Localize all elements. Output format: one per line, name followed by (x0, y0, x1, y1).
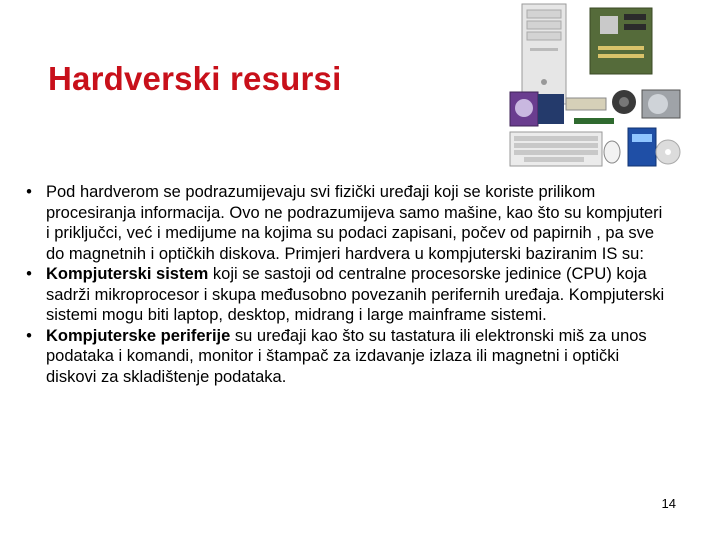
bullet-item (28, 326, 668, 388)
bullet-text (40, 326, 668, 388)
bullet-text (40, 264, 668, 326)
computer-hardware-collage-icon (500, 2, 686, 174)
page-number: 14 (661, 496, 676, 511)
bullet-item (28, 264, 668, 326)
bullet-body: su uređaji kao što su tastatura ili elektronski miš za unos podataka i komandi, monitor i štampač za izdavanje izlaza ili magnetni i optički diskovi za skladištenje podataka. (46, 326, 647, 386)
bullet-bold-term: Kompjuterske periferije (46, 326, 231, 345)
slide-title: Hardverski resursi (48, 60, 342, 97)
bullet-bold-term: Kompjuterski sistem (46, 265, 209, 283)
bullet-item (28, 182, 668, 264)
bullet-body: koji se sastoji od centralne procesorske jedinice (CPU) koja sadrži mikroprocesor i skupa međusobno povezanih perifernih uređaja. Kompjuterski sistemi mogu biti laptop, desktop, midrang i large mainframe sistemi. (46, 265, 665, 324)
bullet-list (28, 182, 668, 387)
bullet-marker: • (26, 183, 32, 201)
bullet-marker: • (26, 265, 32, 283)
bullet-text: Pod hardverom se podrazumijevaju svi fizički uređaji koji se koriste prilikom procesiranja informacija. Ovo ne podrazumijeva samo mašine, kao što su kompjuteri i priključci, već i medijume na kojima su podaci zapisani, počev od papirnih , pa sve do magnetnih i optičkih diskova. Primjeri hardvera u kompjuterski baziranim IS su: (46, 183, 663, 263)
bullet-marker: • (26, 326, 32, 345)
